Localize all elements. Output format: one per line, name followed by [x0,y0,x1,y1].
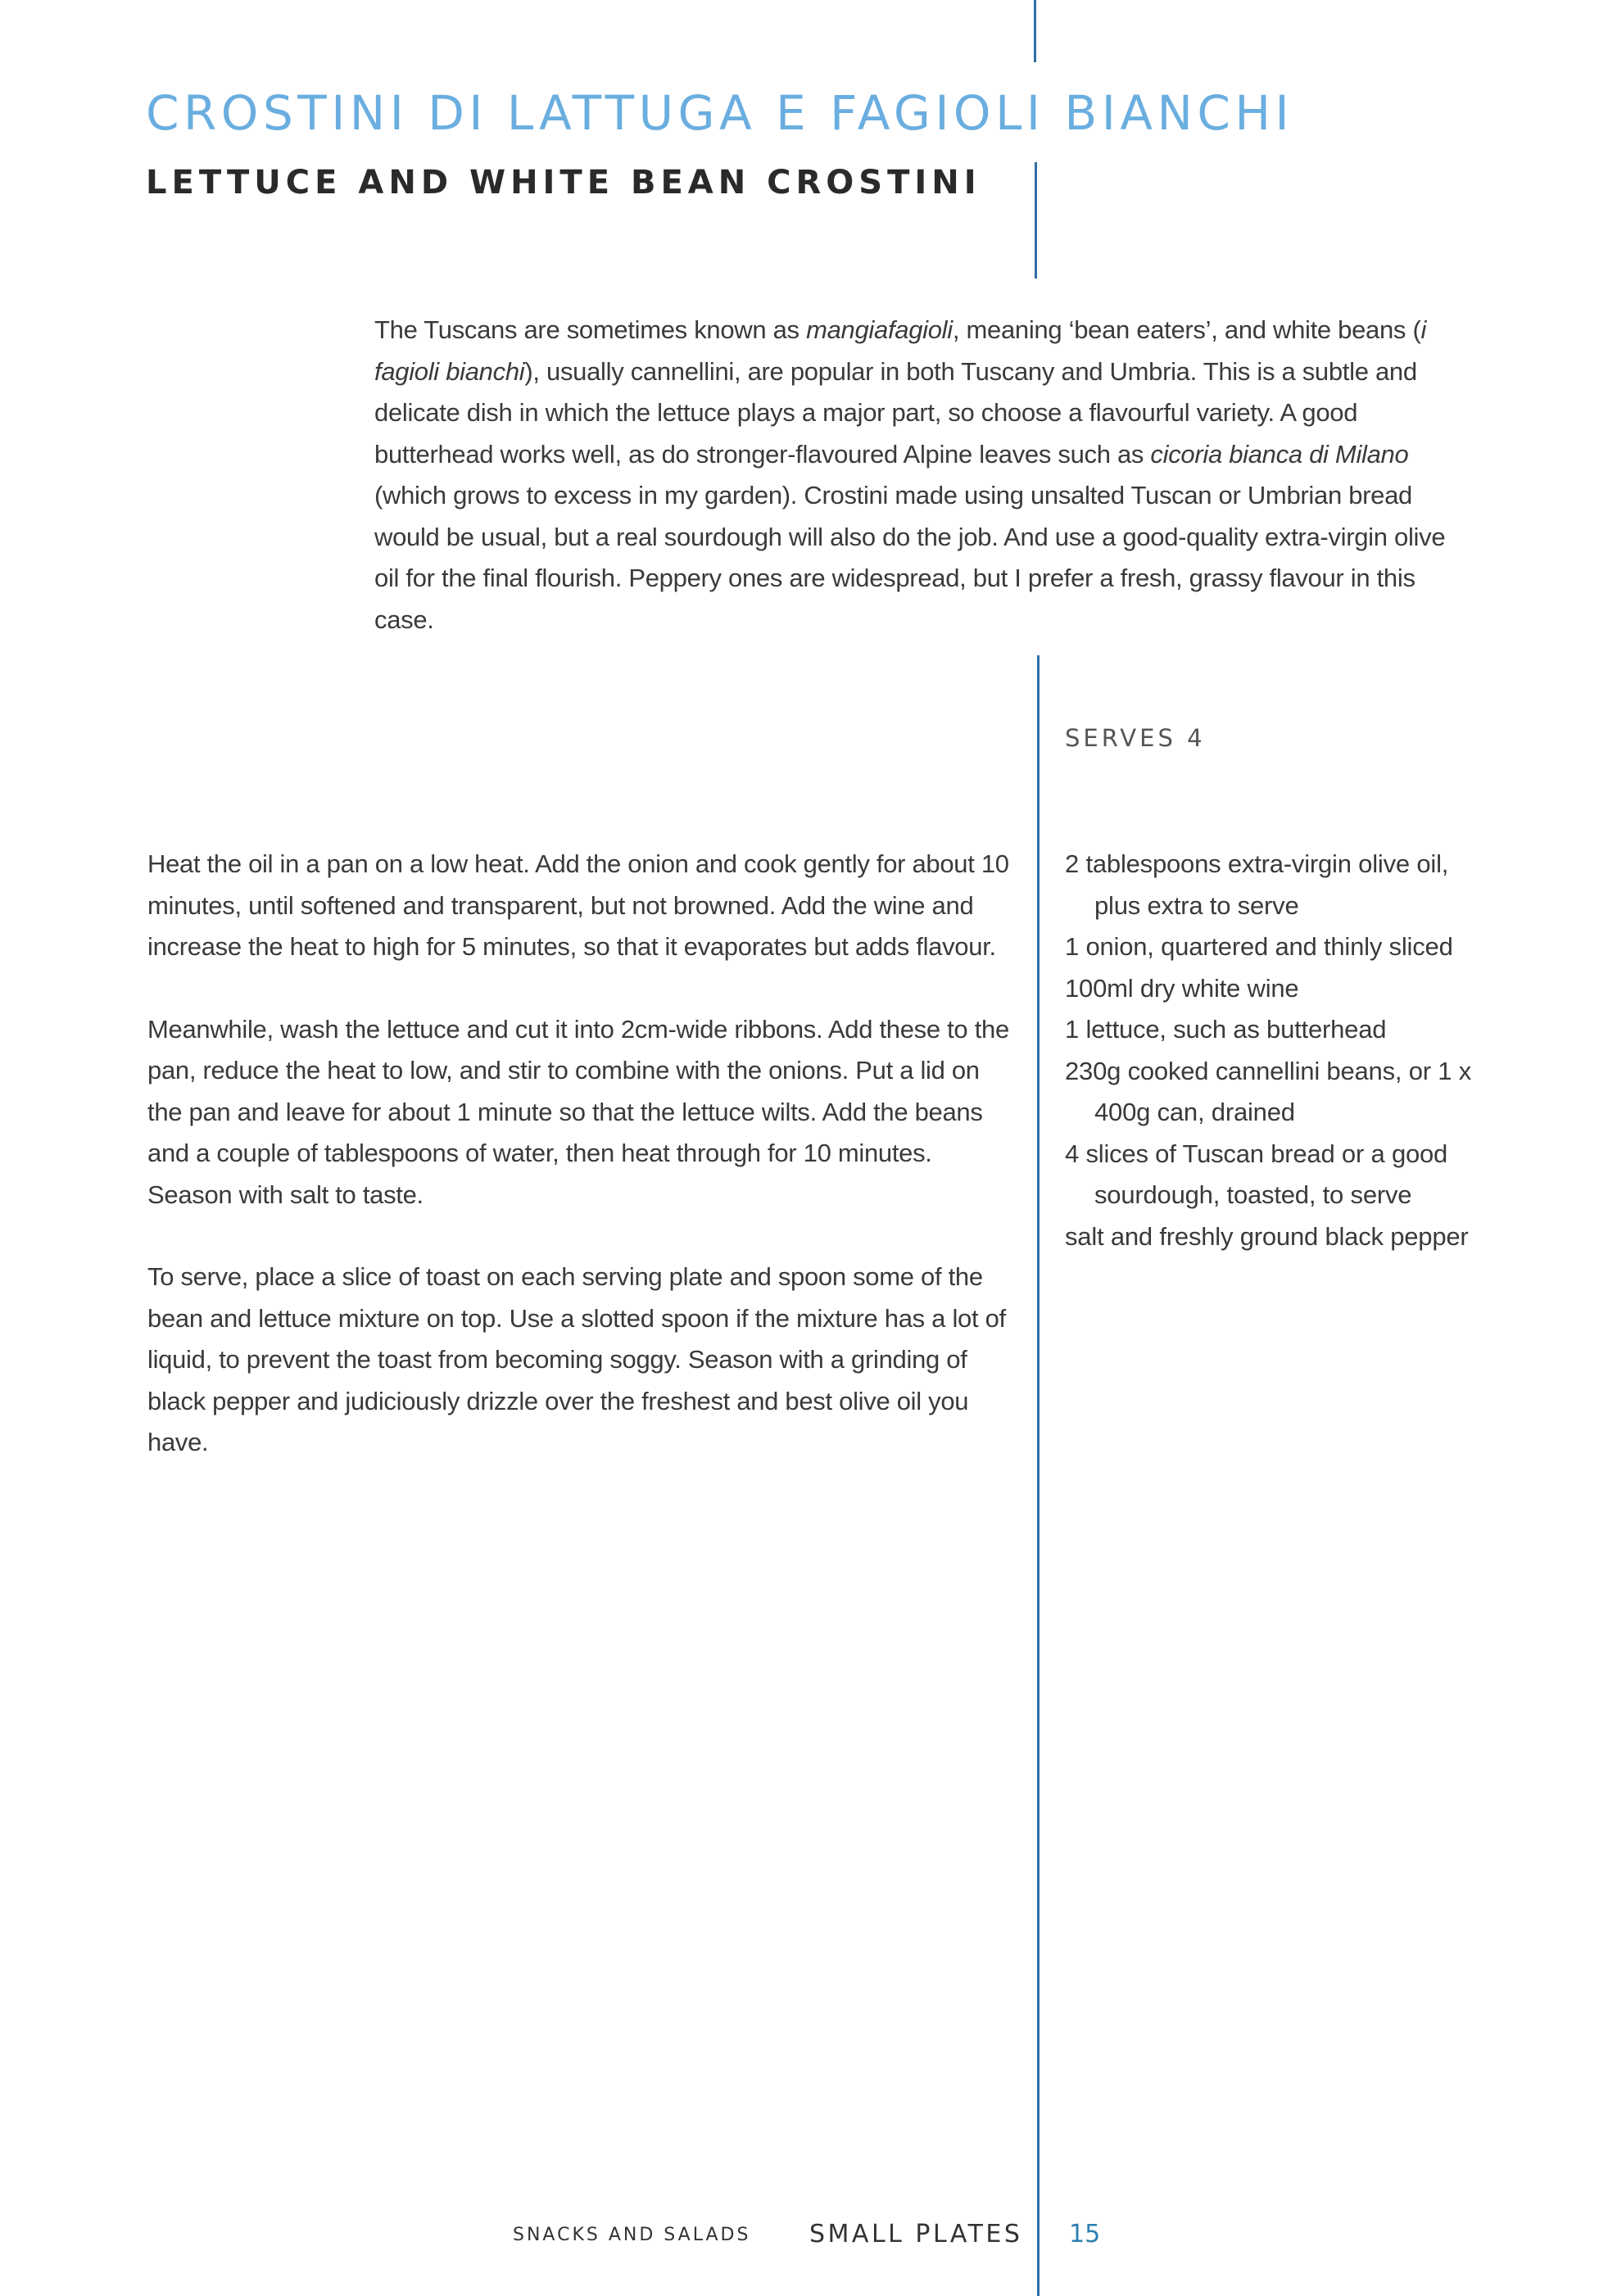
ingredient-item: 1 lettuce, such as butterhead [1065,1015,1387,1044]
ingredient-item: 100ml dry white wine [1065,973,1299,1003]
ingredient-item: 1 onion, quartered and thinly sliced [1065,932,1453,961]
intro-text-4: (which grows to excess in my garden). Crostini made using unsalted Tuscan or Umbrian bread would be usual, but a real sourdough will also do the job. And use a good-quality extra-virgin olive oil for the final flourish. Peppery ones are widespread, but I prefer a fresh, grassy flavour in this case. [374,481,1446,634]
intro-italic-3: cicoria bianca di Milano [1150,439,1409,469]
intro-text-2: , meaning ‘bean eaters’, and white beans ( [952,315,1421,344]
recipe-title-english: LETTUCE AND WHITE BEAN CROSTINI [146,164,981,202]
intro-text-3: ), usually cannellini, are popular in both Tuscany and Umbria. This is a subtle and delicate dish in which the lettuce plays a major part, so choose a flavourful variety. A good butterhead works well, as do stronger-flavoured Alpine leaves such as [374,356,1417,469]
ingredient-item: 230g cooked cannellini beans, or 1 x 400g can, drained [1065,1056,1472,1126]
ingredient-item: salt and freshly ground black pepper [1065,1221,1469,1251]
vertical-rule-title [1035,162,1037,279]
intro-italic-2: i fagioli bianchi [374,315,1427,386]
method-step: To serve, place a slice of toast on each serving plate and spoon some of the bean and lettuce mixture on top. Use a slotted spoon if the mixture has a lot of liquid, to prevent the toast from becoming soggy. Season with a grinding of black pepper and judiciously drizzle over the freshest and best olive oil you have. [147,1262,1006,1456]
recipe-title-italian: CROSTINI DI LATTUGA E FAGIOLI BIANCHI [146,85,1294,141]
footer-section-label: SNACKS AND SALADS [513,2225,751,2245]
vertical-rule-top [1034,0,1036,62]
footer-chapter-label: SMALL PLATES [809,2220,1023,2248]
method-steps [147,844,1016,1505]
intro-text-1: The Tuscans are sometimes known as [374,315,807,344]
page-number: 15 [1069,2220,1101,2248]
method-step: Meanwhile, wash the lettuce and cut it into 2cm-wide ribbons. Add these to the pan, reduce the heat to low, and stir to combine with the onions. Put a lid on the pan and leave for about 1 minute so that the lettuce wilts. Add the beans and a couple of tablespoons of water, then heat through for 10 minutes. Season with salt to taste. [147,1014,1009,1209]
recipe-intro [374,310,1456,641]
ingredient-item: 2 tablespoons extra-virgin olive oil, plus extra to serve [1065,849,1449,920]
ingredients-list [1065,844,1491,1257]
ingredient-item: 4 slices of Tuscan bread or a good sourdough, toasted, to serve [1065,1139,1448,1209]
method-step: Heat the oil in a pan on a low heat. Add the onion and cook gently for about 10 minutes, until softened and transparent, but not browned. Add the wine and increase the heat to high for 5 minutes, so that it evaporates but adds flavour. [147,849,1009,961]
vertical-rule-main [1037,655,1040,2296]
intro-italic-1: mangiafagioli [806,315,953,344]
serves-label: SERVES 4 [1065,724,1206,752]
page-footer [0,2218,1599,2251]
